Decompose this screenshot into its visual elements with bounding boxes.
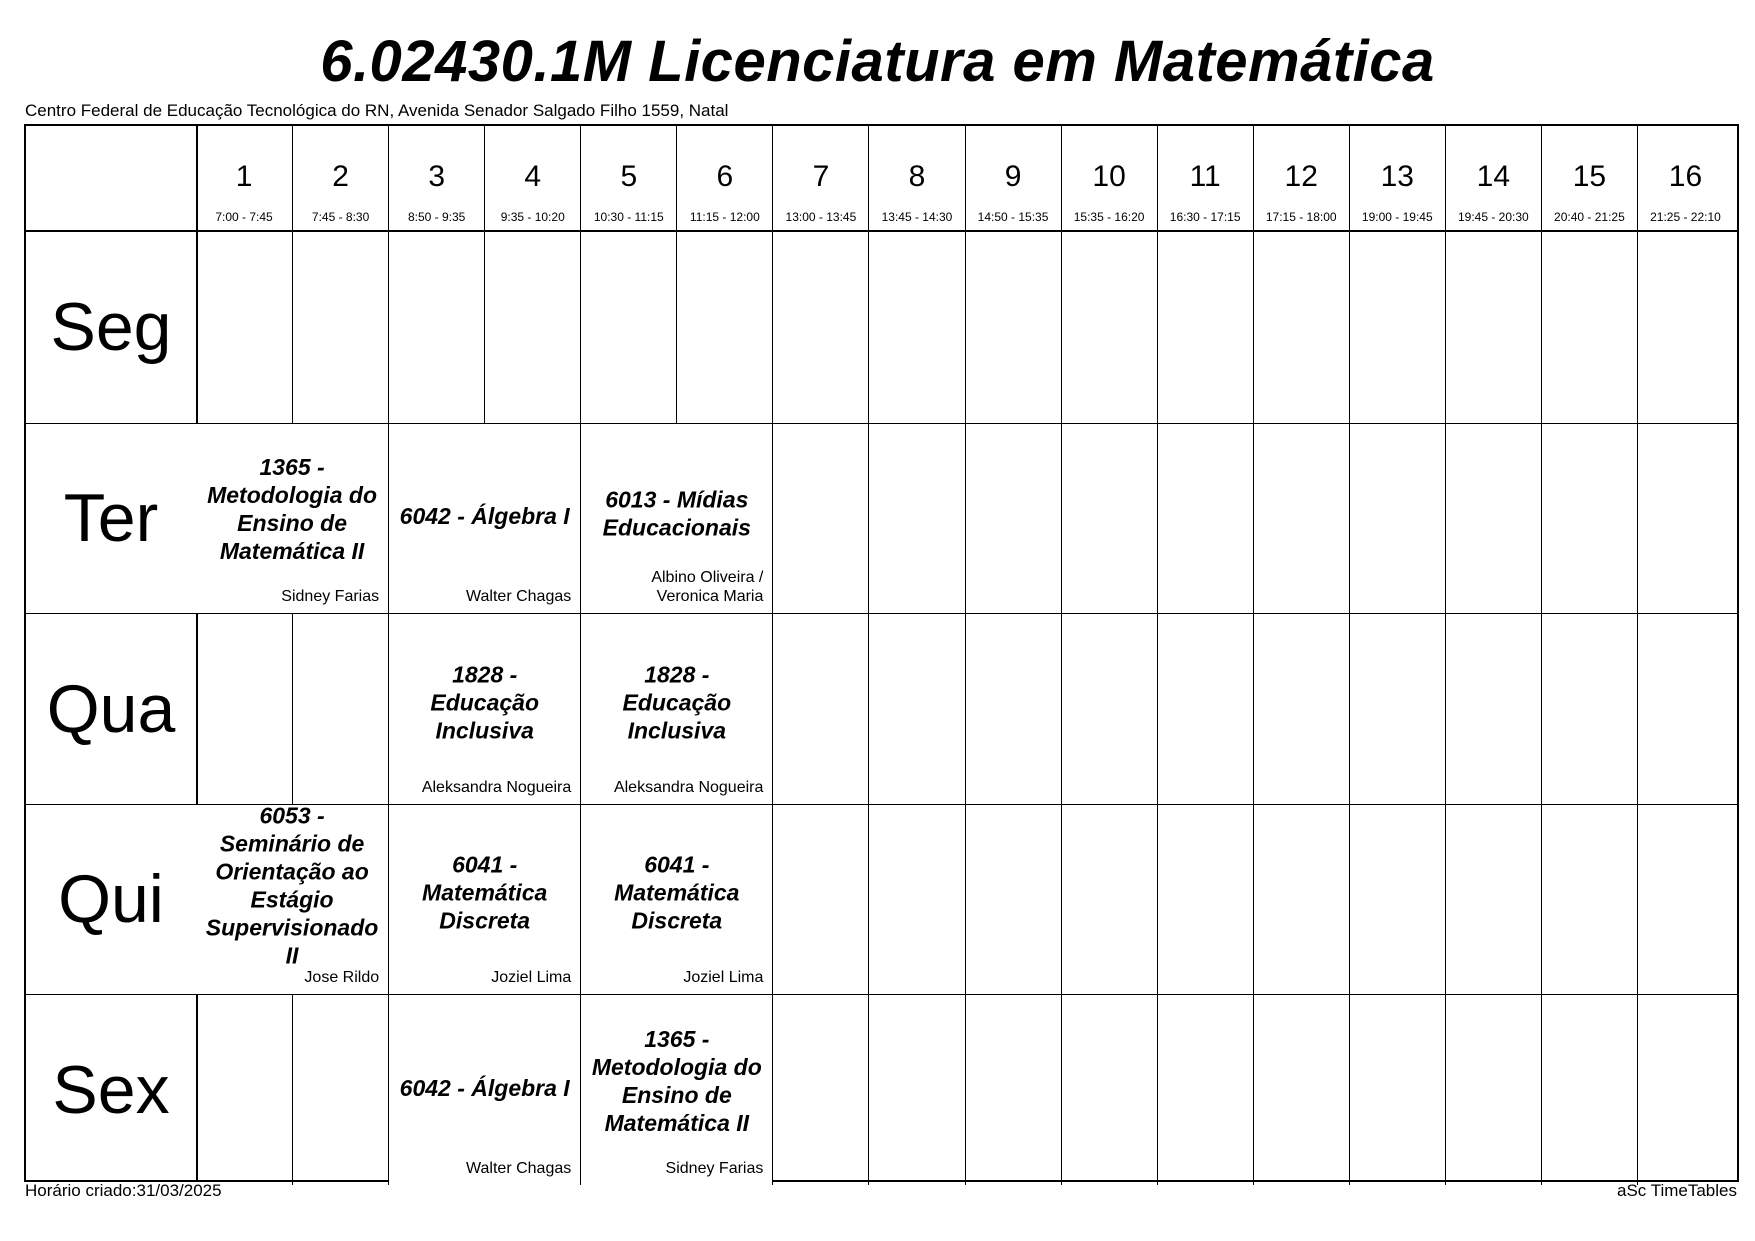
page-title: 6.02430.1M Licenciatura em Matemática — [320, 29, 1435, 94]
empty-cell — [1061, 614, 1157, 804]
period-time: 19:45 - 20:30 — [1457, 210, 1529, 224]
period-header — [388, 126, 484, 230]
empty-cell — [965, 232, 1061, 423]
lesson-teacher: Sidney Farias — [665, 1159, 764, 1177]
period-time: 13:45 - 14:30 — [881, 210, 953, 224]
period-number: 15 — [1572, 160, 1607, 193]
software-credit: aSc TimeTables — [1617, 1181, 1737, 1200]
period-time: 7:45 - 8:30 — [311, 210, 370, 224]
empty-cell — [772, 424, 868, 614]
empty-cell — [1349, 805, 1445, 995]
lesson-card[interactable] — [388, 424, 580, 614]
created-date: Horário criado:31/03/2025 — [25, 1181, 222, 1200]
empty-cell — [1541, 424, 1637, 614]
period-number: 16 — [1668, 160, 1703, 193]
day-label: Qui — [58, 861, 164, 938]
lesson-card[interactable] — [388, 995, 580, 1185]
empty-cell — [196, 232, 292, 423]
empty-cell — [1541, 805, 1637, 995]
empty-cell — [965, 614, 1061, 804]
period-time: 14:50 - 15:35 — [977, 210, 1049, 224]
empty-cell — [388, 232, 484, 423]
empty-cell — [1253, 995, 1349, 1185]
empty-cell — [772, 805, 868, 995]
lesson-subject: 6013 - Mídias Educacionais — [602, 486, 751, 541]
period-time: 11:15 - 12:00 — [689, 210, 760, 224]
lesson-teacher: Walter Chagas — [466, 588, 572, 605]
period-header — [965, 126, 1061, 230]
empty-cell — [1253, 805, 1349, 995]
lesson-card[interactable] — [196, 424, 388, 614]
empty-cell — [1253, 424, 1349, 614]
lesson-card[interactable] — [580, 614, 772, 804]
period-header — [580, 126, 676, 230]
period-header — [1445, 126, 1541, 230]
empty-cell — [1445, 424, 1541, 614]
empty-cell — [1637, 995, 1733, 1185]
empty-cell — [1541, 232, 1637, 423]
empty-cell — [772, 995, 868, 1185]
timetable-grid — [24, 124, 1739, 1182]
period-header — [196, 126, 292, 230]
period-time: 19:00 - 19:45 — [1361, 210, 1433, 224]
period-header — [1541, 126, 1637, 230]
empty-cell — [676, 232, 772, 423]
empty-cell — [1637, 232, 1733, 423]
empty-cell — [1541, 614, 1637, 804]
lesson-card[interactable] — [388, 614, 580, 804]
lesson-card[interactable] — [196, 802, 388, 995]
period-header — [1637, 126, 1733, 230]
lesson-subject: 6042 - Álgebra I — [399, 1074, 570, 1101]
period-header — [484, 126, 580, 230]
empty-cell — [196, 614, 292, 804]
empty-cell — [868, 614, 964, 804]
period-number: 13 — [1380, 160, 1414, 193]
period-header — [1157, 126, 1253, 230]
lesson-subject: 6042 - Álgebra I — [399, 503, 570, 530]
empty-cell — [1349, 424, 1445, 614]
school-address: Centro Federal de Educação Tecnológica do RN, Avenida Senador Salgado Filho 1559, Natal — [25, 101, 729, 120]
empty-cell — [1349, 232, 1445, 423]
empty-cell — [1637, 424, 1733, 614]
lesson-subject: 1828 - Educação Inclusiva — [430, 661, 540, 744]
period-time: 17:15 - 18:00 — [1265, 210, 1337, 224]
empty-cell — [292, 232, 388, 423]
period-header — [1349, 126, 1445, 230]
period-header — [1253, 126, 1349, 230]
day-row — [26, 613, 1737, 804]
period-number: 10 — [1092, 160, 1126, 193]
empty-cell — [772, 232, 868, 423]
period-number: 12 — [1284, 160, 1318, 193]
empty-cell — [1253, 232, 1349, 423]
period-number: 1 — [235, 160, 253, 193]
lesson-teacher: Albino Oliveira / Veronica Maria — [651, 569, 764, 605]
period-number: 2 — [332, 160, 349, 193]
period-time: 15:35 - 16:20 — [1073, 210, 1145, 224]
lesson-teacher: Aleksandra Nogueira — [613, 778, 764, 796]
period-number: 14 — [1476, 160, 1511, 193]
empty-cell — [1253, 614, 1349, 804]
empty-cell — [868, 424, 964, 614]
empty-cell — [868, 232, 964, 423]
period-time: 8:50 - 9:35 — [407, 210, 466, 224]
lesson-card[interactable] — [580, 424, 772, 614]
lesson-teacher: Walter Chagas — [466, 1159, 572, 1177]
empty-cell — [196, 995, 292, 1185]
period-time: 7:00 - 7:45 — [215, 210, 273, 224]
lesson-subject: 1365 - Metodologia do Ensino de Matemática II — [207, 454, 378, 565]
day-label: Seg — [50, 289, 172, 366]
period-time: 21:25 - 22:10 — [1650, 210, 1721, 224]
empty-cell — [1445, 805, 1541, 995]
empty-cell — [484, 232, 580, 423]
period-number: 4 — [524, 160, 542, 193]
empty-cell — [1157, 995, 1253, 1185]
lesson-teacher: Jose Rildo — [304, 969, 380, 986]
empty-cell — [1349, 995, 1445, 1185]
lesson-teacher: Aleksandra Nogueira — [421, 778, 572, 796]
empty-cell — [1541, 995, 1637, 1185]
empty-cell — [580, 232, 676, 423]
lesson-card[interactable] — [580, 995, 772, 1185]
empty-cell — [965, 805, 1061, 995]
day-row — [26, 804, 1737, 995]
empty-cell — [1157, 805, 1253, 995]
period-header — [868, 126, 964, 230]
day-row — [26, 232, 1737, 423]
empty-cell — [1157, 232, 1253, 423]
period-number: 7 — [812, 160, 830, 193]
empty-cell — [1445, 232, 1541, 423]
period-time: 9:35 - 10:20 — [500, 210, 565, 224]
period-time: 20:40 - 21:25 — [1554, 210, 1625, 224]
period-time: 16:30 - 17:15 — [1169, 210, 1241, 224]
period-time: 10:30 - 11:15 — [593, 210, 664, 224]
empty-cell — [1061, 424, 1157, 614]
empty-cell — [1637, 805, 1733, 995]
lesson-teacher: Joziel Lima — [683, 969, 764, 986]
empty-cell — [1157, 424, 1253, 614]
day-row — [26, 994, 1737, 1185]
empty-cell — [868, 995, 964, 1185]
lesson-teacher: Sidney Farias — [281, 588, 380, 605]
empty-cell — [1061, 232, 1157, 423]
lesson-subject: 6041 - Matemática Discreta — [614, 851, 740, 934]
empty-cell — [292, 995, 388, 1185]
period-header — [1061, 126, 1157, 230]
empty-cell — [1445, 614, 1541, 804]
empty-cell — [1637, 614, 1733, 804]
empty-cell — [1349, 614, 1445, 804]
period-header — [772, 126, 868, 230]
period-header — [292, 126, 388, 230]
lesson-subject: 6041 - Matemática Discreta — [422, 851, 548, 934]
period-number: 3 — [428, 160, 445, 193]
lesson-teacher: Joziel Lima — [491, 969, 572, 986]
period-number: 9 — [1004, 160, 1022, 193]
period-time: 13:00 - 13:45 — [785, 210, 857, 224]
period-number: 11 — [1189, 160, 1221, 193]
lesson-card[interactable] — [388, 805, 580, 995]
period-number: 8 — [908, 160, 926, 193]
empty-cell — [1157, 614, 1253, 804]
day-label: Qua — [46, 670, 176, 747]
day-label: Ter — [63, 480, 159, 557]
empty-cell — [1061, 805, 1157, 995]
day-label: Sex — [52, 1051, 170, 1128]
empty-cell — [1445, 995, 1541, 1185]
empty-cell — [965, 995, 1061, 1185]
period-number: 5 — [620, 160, 638, 193]
empty-cell — [868, 805, 964, 995]
empty-cell — [772, 614, 868, 804]
empty-cell — [292, 614, 388, 804]
lesson-subject: 1828 - Educação Inclusiva — [622, 661, 732, 744]
period-number: 6 — [716, 160, 734, 193]
lesson-card[interactable] — [580, 805, 772, 995]
period-header — [676, 126, 772, 230]
empty-cell — [1061, 995, 1157, 1185]
lesson-subject: 6053 - Seminário de Orientação ao Estágio Supervisionado II — [205, 802, 379, 969]
day-row — [26, 423, 1737, 614]
lesson-subject: 1365 - Metodologia do Ensino de Matemática II — [591, 1025, 762, 1136]
empty-cell — [965, 424, 1061, 614]
